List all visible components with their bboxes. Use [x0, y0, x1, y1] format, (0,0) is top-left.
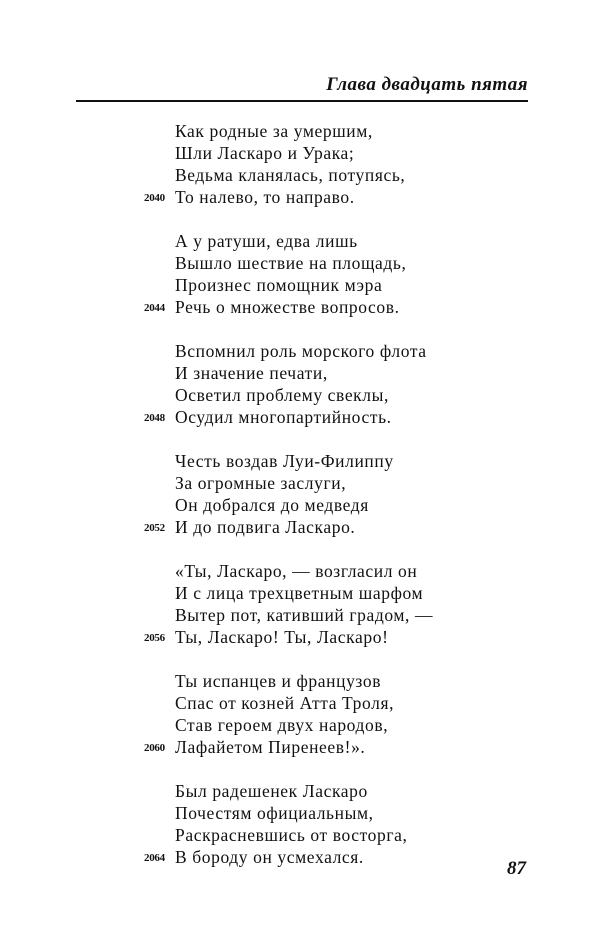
- stanza: [0, 450, 600, 538]
- page-number: 87: [507, 858, 526, 879]
- poem-line-numbered: [0, 626, 600, 648]
- poem-line: Осветил проблему свеклы,: [175, 385, 389, 405]
- poem-line: Честь воздав Луи-Филиппу: [175, 451, 394, 471]
- poem-line: Он добрался до медведя: [175, 495, 369, 515]
- poem-line-numbered: [0, 516, 600, 538]
- poem-line: Спас от козней Атта Троля,: [175, 693, 395, 713]
- poem-line: Почестям официальным,: [175, 803, 374, 823]
- line-number: 2064: [144, 852, 165, 864]
- poem-line: Вышло шествие на площадь,: [175, 253, 407, 273]
- line-number: 2052: [144, 522, 165, 534]
- line-number: 2044: [144, 302, 165, 314]
- stanza: [0, 230, 600, 318]
- header-rule: [76, 100, 528, 102]
- poem-line-numbered: [0, 736, 600, 758]
- running-head: Глава двадцать пятая: [326, 74, 528, 95]
- poem-line-text: И до подвига Ласкаро.: [175, 517, 356, 537]
- poem-line: «Ты, Ласкаро, — возгласил он: [175, 561, 418, 581]
- line-number: 2060: [144, 742, 165, 754]
- poem-line: Раскрасневшись от восторга,: [175, 825, 408, 845]
- poem-line-text: Речь о множестве вопросов.: [175, 297, 400, 317]
- poem-line: Вспомнил роль морского флота: [175, 341, 427, 361]
- poem-line-text: То налево, то направо.: [175, 187, 355, 207]
- poem-line-numbered: [0, 296, 600, 318]
- poem-line: Произнес помощник мэра: [175, 275, 383, 295]
- poem-line: А у ратуши, едва лишь: [175, 231, 358, 251]
- stanza: [0, 670, 600, 758]
- poem-line: Шли Ласкаро и Урака;: [175, 143, 355, 163]
- poem-text: [0, 120, 600, 868]
- poem-line: Был радешенек Ласкаро: [175, 781, 368, 801]
- poem-line: Ты испанцев и французов: [175, 671, 382, 691]
- poem-line: Вытер пот, кативший градом, —: [175, 605, 434, 625]
- poem-line-numbered: [0, 406, 600, 428]
- stanza: [0, 340, 600, 428]
- stanza: [0, 120, 600, 208]
- line-number: 2040: [144, 192, 165, 204]
- poem-line-text: Лафайетом Пиренеев!».: [175, 737, 366, 757]
- poem-line: Став героем двух народов,: [175, 715, 389, 735]
- poem-line: И с лица трехцветным шарфом: [175, 583, 424, 603]
- line-number: 2048: [144, 412, 165, 424]
- stanza: [0, 780, 600, 868]
- poem-line: Ведьма кланялась, потупясь,: [175, 165, 406, 185]
- poem-line: За огромные заслуги,: [175, 473, 347, 493]
- poem-line-text: Ты, Ласкаро! Ты, Ласкаро!: [175, 627, 389, 647]
- line-number: 2056: [144, 632, 165, 644]
- stanza: [0, 560, 600, 648]
- poem-line: И значение печати,: [175, 363, 328, 383]
- poem-line-text: В бороду он усмехался.: [175, 847, 364, 867]
- poem-line-text: Осудил многопартийность.: [175, 407, 392, 427]
- poem-line-numbered: [0, 186, 600, 208]
- poem-line: Как родные за умершим,: [175, 121, 373, 141]
